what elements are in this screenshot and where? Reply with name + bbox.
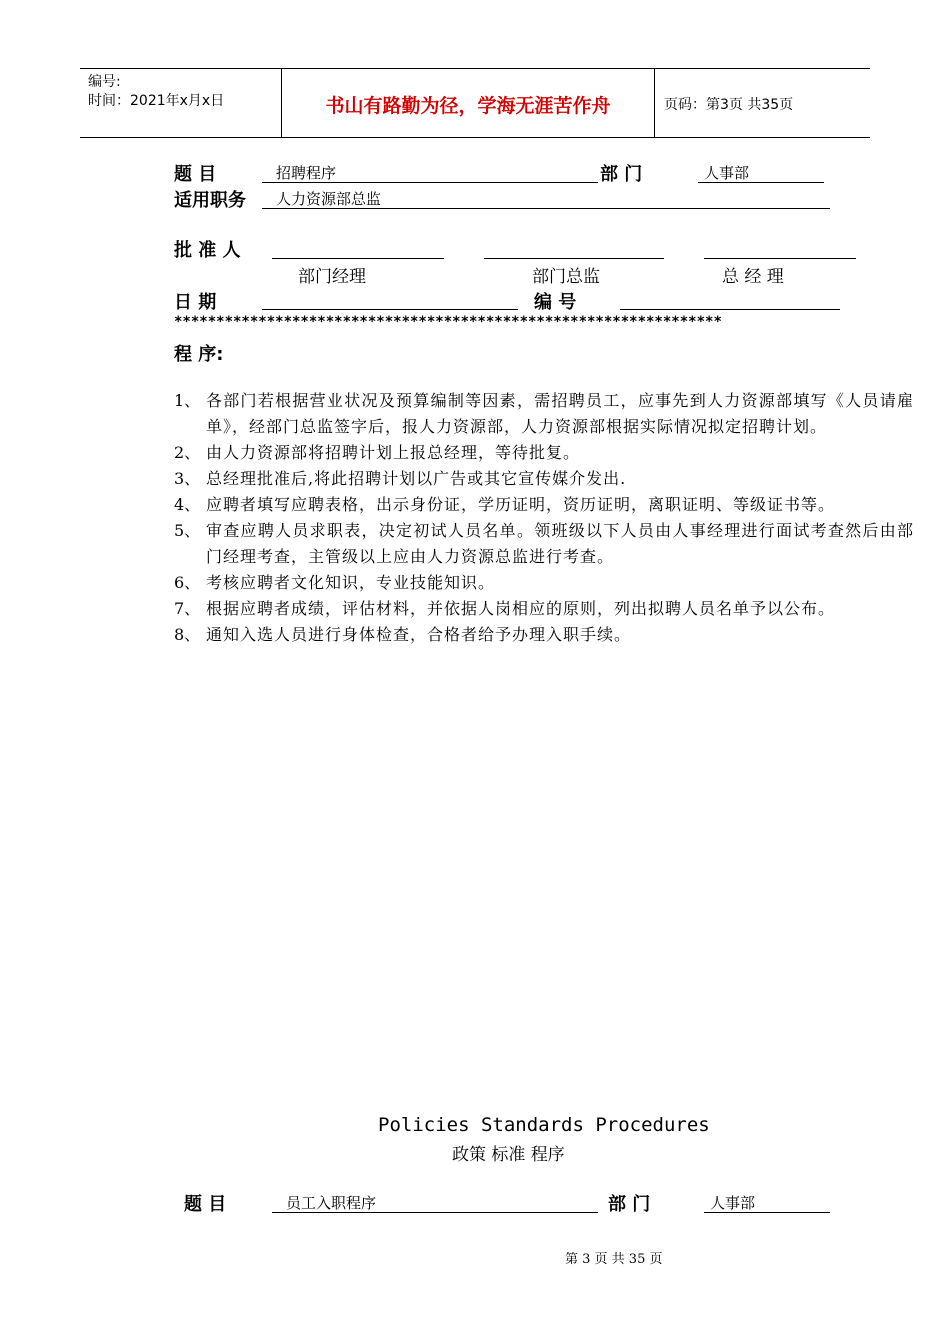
item-text: 由人力资源部将招聘计划上报总经理，等待批复。 [206,443,581,462]
list-item [174,622,914,648]
title-value: 招聘程序 [276,164,337,182]
sign-dept-director: 部门总监 [532,267,600,287]
list-item [174,596,914,622]
item-number: 5、 [174,521,201,540]
list-item [174,570,914,596]
serial-label: 编号: [88,74,121,90]
procedure-list [174,388,914,648]
section2-title-label: 题 目 [184,1194,227,1215]
number-label: 编 号 [534,292,577,313]
header-divider [654,69,655,137]
list-item [174,440,914,466]
list-item [174,492,914,518]
item-number: 8、 [174,625,201,644]
item-text: 总经理批准后,将此招聘计划以广告或其它宣传媒介发出. [206,469,627,488]
dept-label: 部 门 [600,164,643,185]
item-text: 应聘者填写应聘表格，出示身份证，学历证明，资历证明，离职证明、等级证书等。 [206,495,836,514]
item-number: 1、 [174,391,201,410]
item-text: 审查应聘人员求职表，决定初试人员名单。领班级以下人员由人事经理进行面试考查然后由部门经理考查，主管级以上应由人力资源总监进行考查。 [206,521,914,566]
list-item [174,518,914,570]
approver-line-director [484,258,664,259]
header-page-info: 页码：第3页 共35页 [664,97,794,113]
title-label: 题 目 [174,164,217,185]
dept-value: 人事部 [704,164,750,182]
list-item [174,466,914,492]
procedure-heading: 程 序: [174,344,224,365]
item-number: 4、 [174,495,201,514]
section2-title-value: 员工入职程序 [286,1194,377,1212]
position-underline [262,208,830,209]
item-text: 考核应聘者文化知识，专业技能知识。 [206,573,496,592]
item-number: 2、 [174,443,201,462]
list-item [174,388,914,440]
item-number: 6、 [174,573,201,592]
number-underline [620,309,840,310]
item-number: 3、 [174,469,201,488]
page-footer: 第 3 页 共 35 页 [565,1252,663,1267]
section2-title-en: Policies Standards Procedures [378,1114,710,1136]
time-label: 时间：2021年x月x日 [88,93,225,109]
section2-title-underline [272,1212,598,1213]
document-header [80,68,870,138]
sign-dept-manager: 部门经理 [298,267,366,287]
item-text: 根据应聘者成绩，评估材料，并依据人岗相应的原则，列出拟聘人员名单予以公布。 [206,599,836,618]
sign-gm: 总 经 理 [722,267,784,287]
separator-stars: ***************************************************************** [174,314,722,330]
item-text: 通知入选人员进行身体检查，合格者给予办理入职手续。 [206,625,632,644]
header-meta [88,73,224,111]
dept-underline [698,182,824,183]
section2-dept-underline [704,1212,830,1213]
header-motto: 书山有路勤为径，学海无涯苦作舟 [325,95,611,117]
approver-line-gm [704,258,856,259]
approver-label: 批 准 人 [174,240,241,261]
section2-title-cn: 政策 标准 程序 [452,1145,565,1165]
item-text: 各部门若根据营业状况及预算编制等因素，需招聘员工，应事先到人力资源部填写《人员请雇单》，经部门总监签字后，报人力资源部，人力资源部根据实际情况拟定招聘计划。 [206,391,914,436]
section2-dept-value: 人事部 [710,1194,756,1212]
approver-line-manager [272,258,444,259]
section2-dept-label: 部 门 [608,1194,651,1215]
date-label: 日 期 [174,292,217,313]
title-underline [262,182,598,183]
date-underline [262,309,518,310]
position-value: 人力资源部总监 [276,190,382,208]
position-label: 适用职务 [174,190,246,211]
item-number: 7、 [174,599,201,618]
